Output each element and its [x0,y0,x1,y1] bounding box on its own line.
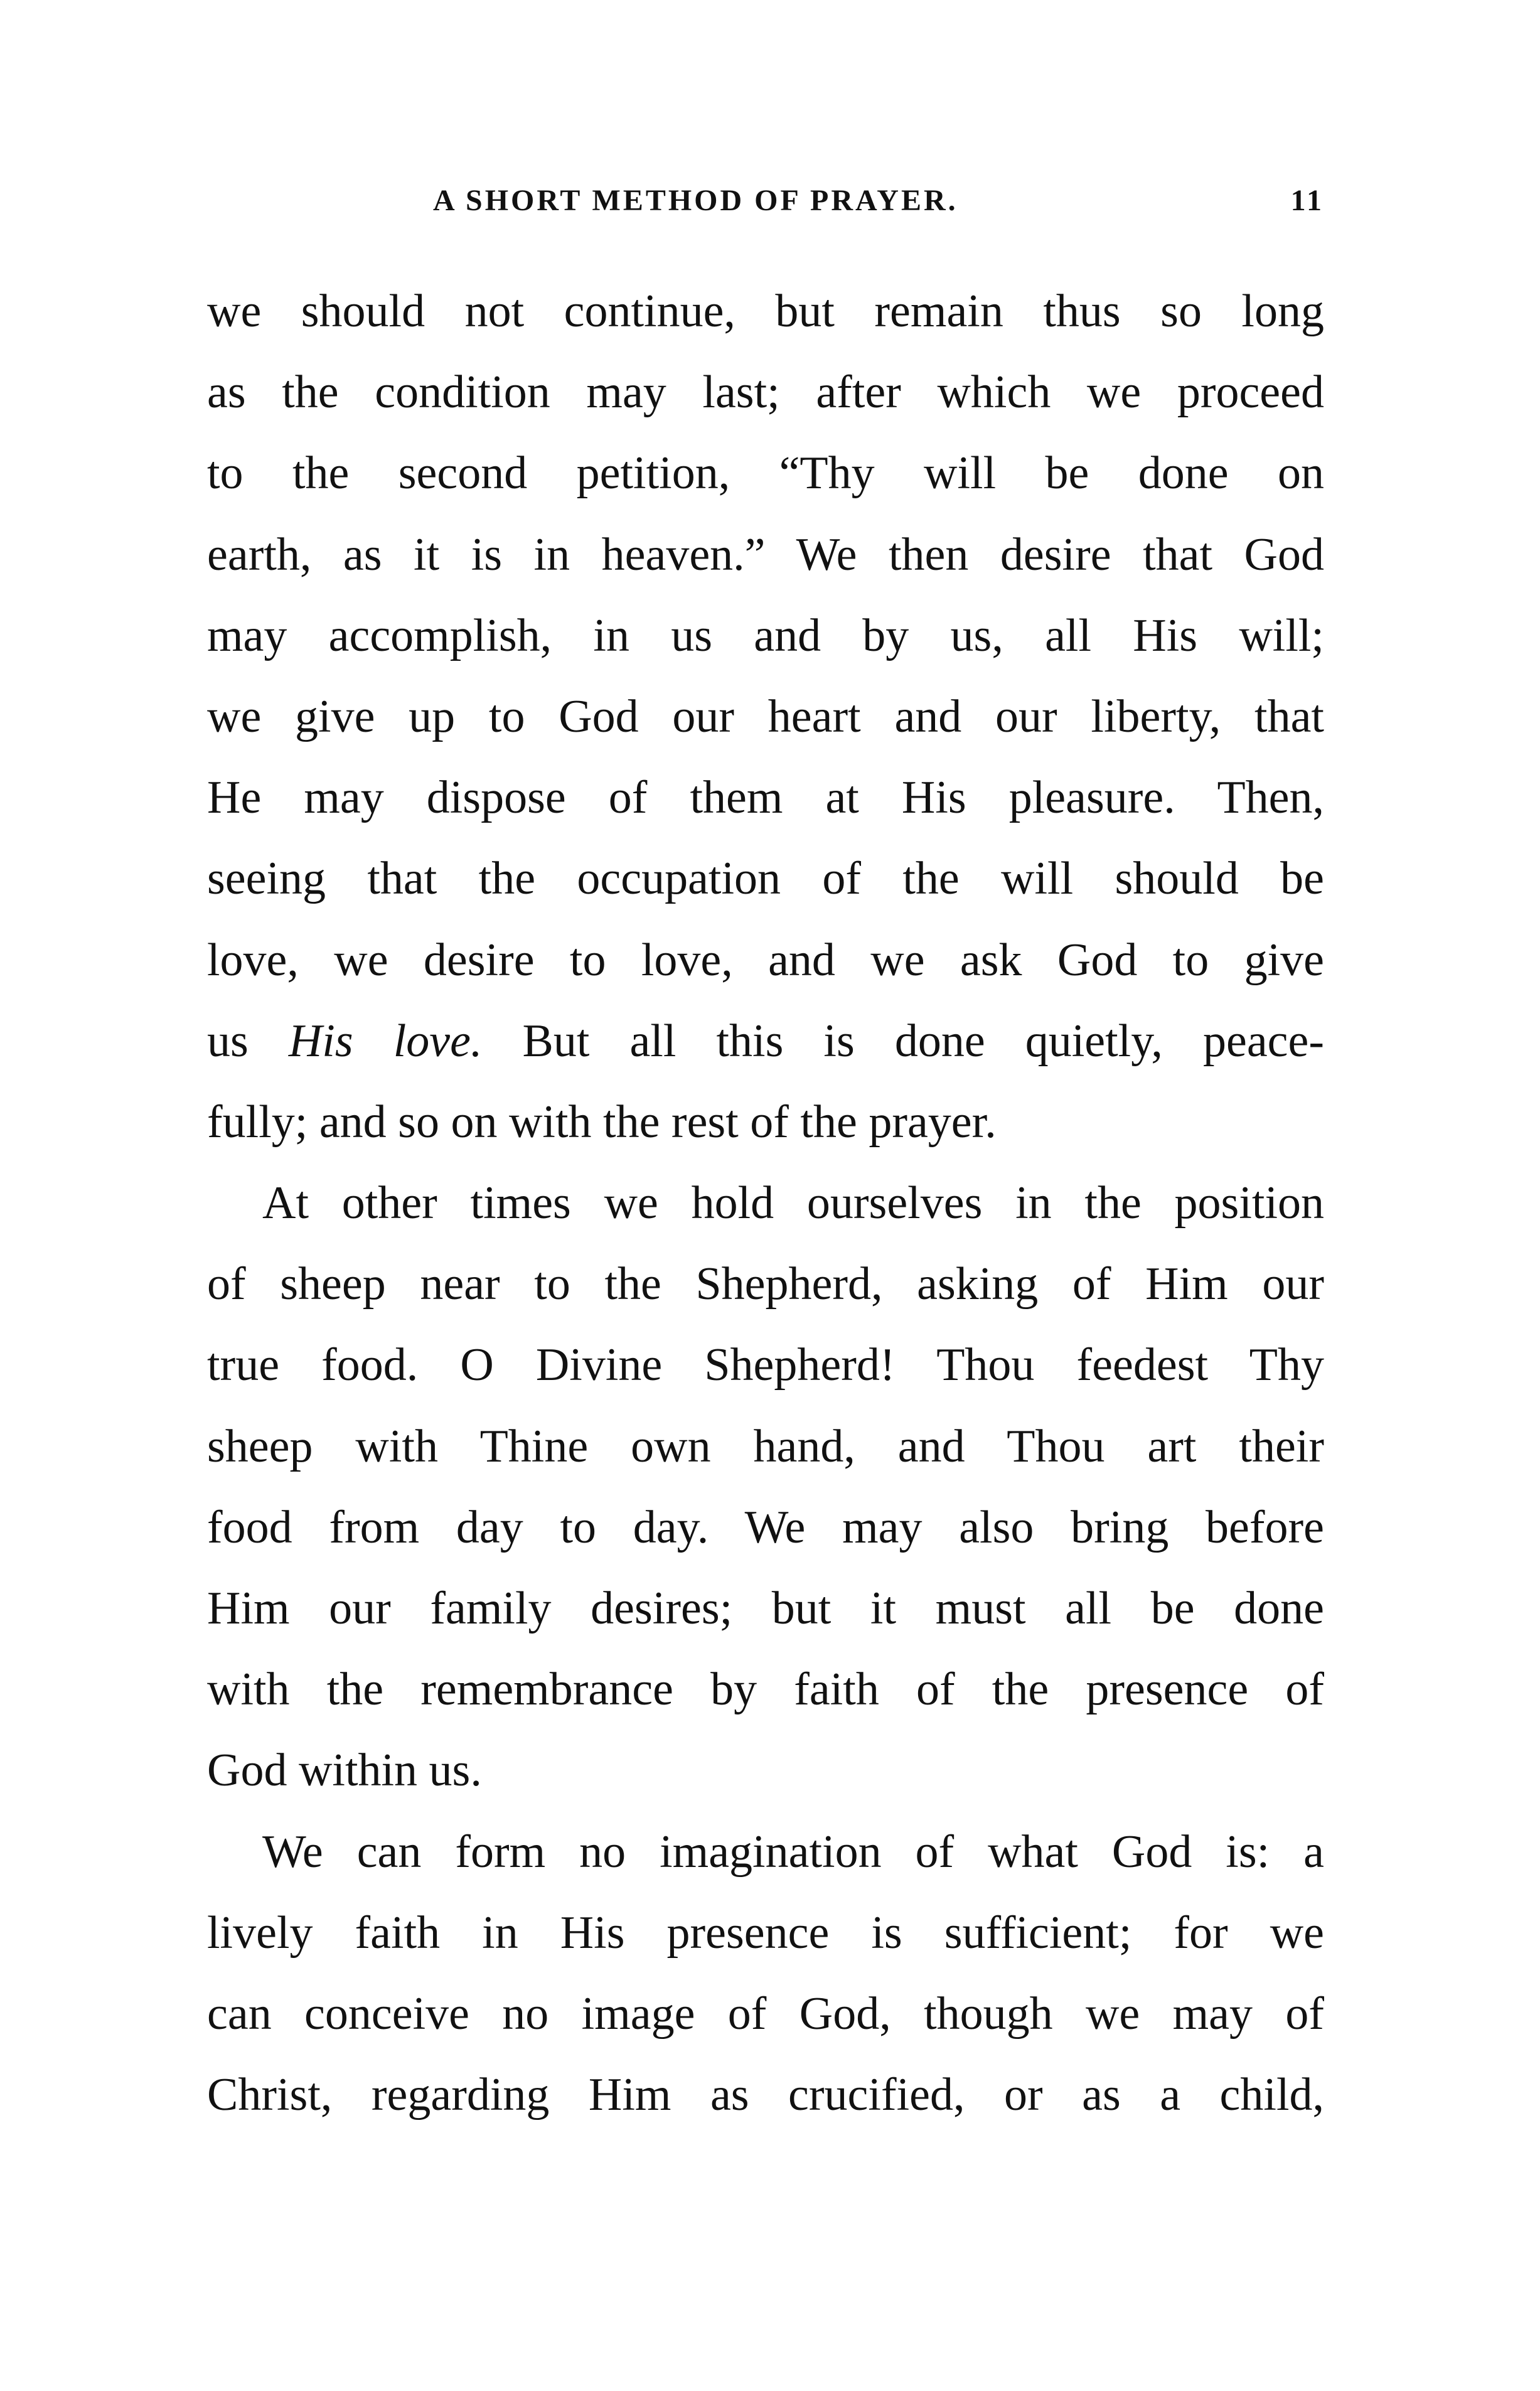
text-line-last: God within us. [207,1745,482,1797]
text-line: true food. O Divine Shepherd! Thou feedest Thy [207,1339,1324,1391]
text-line: to the second petition, “Thy will be done on [207,447,1324,500]
text-line: we should not continue, but remain thus so long [207,286,1324,337]
text-line: as the condition may last; after which we proceed [207,366,1324,419]
line-text-before-italic: us [207,1015,249,1067]
text-line: He may dispose of them at His pleasure. Then, [207,772,1324,824]
text-line: sheep with Thine own hand, and Thou art their [207,1420,1324,1472]
text-line: Christ, regarding Him as crucified, or as a child, [207,2069,1324,2121]
text-line: lively faith in His presence is sufficient; for we [207,1907,1324,1959]
line-text-after-italic: But all this is done quietly, peace- [522,1015,1324,1067]
text-line: of sheep near to the Shepherd, asking of Him our [207,1258,1324,1310]
running-title: A SHORT METHOD OF PRAYER. [433,184,958,217]
body-text [207,271,1324,2136]
text-line-last: fully; and so on with the rest of the prayer. [207,1096,997,1148]
text-line: At other times we hold ourselves in the position [262,1177,1324,1229]
text-line-with-italic [207,1001,1324,1082]
page-number: 11 [1290,184,1324,217]
text-line: can conceive no image of God, though we may of [207,1987,1324,2040]
text-line: We can form no imagination of what God is: a [262,1826,1324,1878]
italic-phrase: His love. [288,1015,483,1067]
text-line: may accomplish, in us and by us, all His will; [207,609,1324,661]
text-line: with the remembrance by faith of the presence of [207,1664,1324,1716]
text-line: we give up to God our heart and our liberty, that [207,690,1324,742]
text-line: Him our family desires; but it must all be done [207,1583,1324,1634]
text-line: food from day to day. We may also bring before [207,1501,1324,1553]
text-line: love, we desire to love, and we ask God to give [207,934,1324,986]
running-header [207,176,1324,226]
text-line: earth, as it is in heaven.” We then desire that God [207,528,1324,580]
text-line: seeing that the occupation of the will should be [207,853,1324,905]
